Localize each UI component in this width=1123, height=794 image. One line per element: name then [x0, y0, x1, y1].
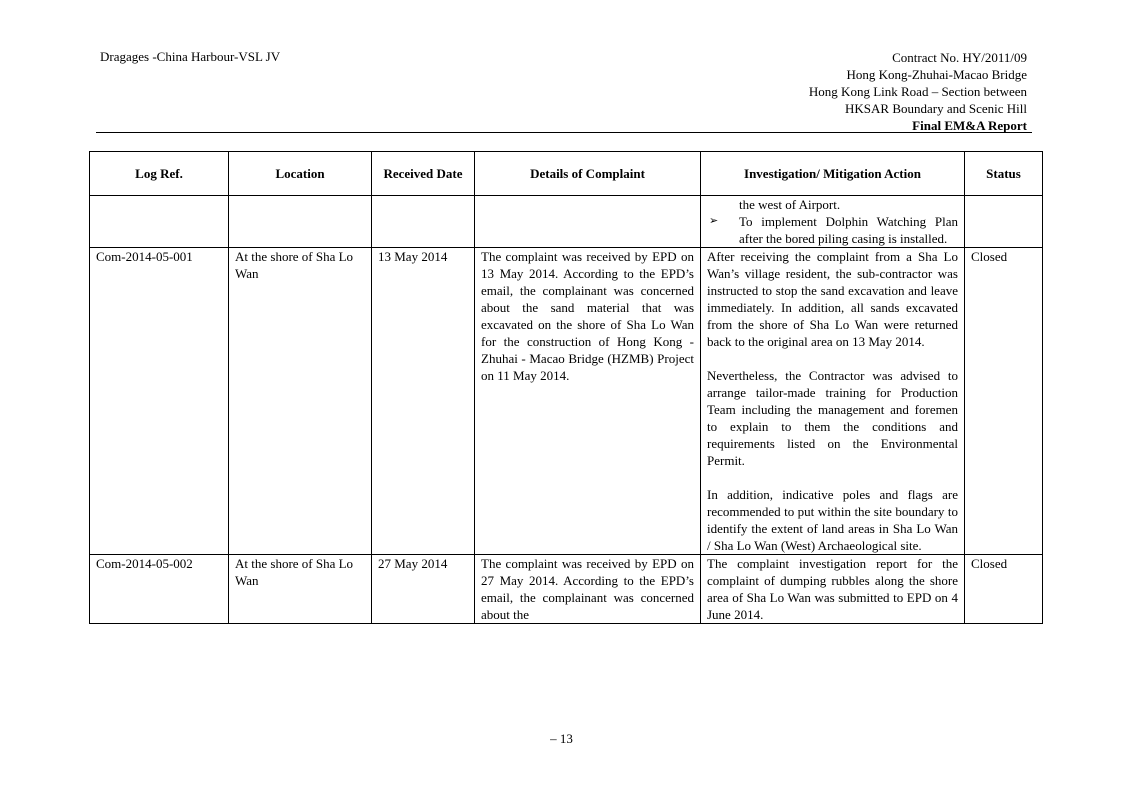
- action-cell: [701, 248, 965, 555]
- location-cell: At the shore of Sha Lo Wan: [229, 555, 372, 624]
- contractor-name: Dragages -China Harbour-VSL JV: [100, 49, 281, 64]
- col-header-status: Status: [965, 152, 1043, 196]
- received-date-cell: 27 May 2014: [372, 555, 475, 624]
- contract-number: Contract No. HY/2011/09: [892, 50, 1027, 65]
- table-header-row: [90, 152, 1043, 196]
- action-paragraph: After receiving the complaint from a Sha Lo Wan’s village resident, the sub-contractor was instructed to stop the sand excavation and leave immediately. In addition, all sands excavated from the shore of Sha Lo Wan were returned back to the original area on 13 May 2014.: [707, 249, 958, 349]
- page-number: – 13: [550, 731, 573, 746]
- table-row-continuation: [90, 196, 1043, 248]
- details-cell: The complaint was received by EPD on 13 May 2014. According to the EPD’s email, the complainant was concerned about the sand material that was excavated on the shore of Sha Lo Wan for the construction of Hong Kong - Zhuhai - Macao Bridge (HZMB) Project on 11 May 2014.: [475, 248, 701, 555]
- project-name: Hong Kong-Zhuhai-Macao Bridge: [846, 67, 1027, 82]
- header-rule: [96, 132, 1032, 133]
- action-paragraph: In addition, indicative poles and flags are recommended to put within the site boundary to identify the extent of land areas in Sha Lo Wan / Sha Lo Wan (West) Archaeological site.: [707, 487, 958, 553]
- log-ref-cell: Com-2014-05-001: [90, 248, 229, 555]
- continued-line: the west of Airport.: [739, 197, 841, 212]
- action-paragraph: Nevertheless, the Contractor was advised to arrange tailor-made training for Production Team including the management and foremen to explain to them the conditions and requirements listed on the Environmental Permit.: [707, 368, 958, 468]
- status-cell: Closed: [965, 555, 1043, 624]
- col-header-log-ref: Log Ref.: [90, 152, 229, 196]
- col-header-details: Details of Complaint: [475, 152, 701, 196]
- report-title: Final EM&A Report: [912, 118, 1027, 133]
- action-cell: [701, 555, 965, 624]
- table-row: [90, 555, 1043, 624]
- continued-action-cell: [701, 196, 965, 248]
- bullet-item: ➢ To implement Dolphin Watching Plan after the bored piling casing is installed.: [707, 213, 958, 247]
- complaint-log-table: [89, 151, 1043, 624]
- col-header-investigation: Investigation/ Mitigation Action: [701, 152, 965, 196]
- received-date-cell: 13 May 2014: [372, 248, 475, 555]
- table-row: [90, 248, 1043, 555]
- section-extent: HKSAR Boundary and Scenic Hill: [845, 101, 1027, 116]
- section-name: Hong Kong Link Road – Section between: [808, 84, 1027, 99]
- status-cell: Closed: [965, 248, 1043, 555]
- action-paragraph: The complaint investigation report for the complaint of dumping rubbles along the shore area of Sha Lo Wan was submitted to EPD on 4 June 2014.: [707, 556, 958, 622]
- location-cell: At the shore of Sha Lo Wan: [229, 248, 372, 555]
- log-ref-cell: Com-2014-05-002: [90, 555, 229, 624]
- contract-info: [809, 49, 1027, 134]
- col-header-location: Location: [229, 152, 372, 196]
- details-cell: The complaint was received by EPD on 27 May 2014. According to the EPD’s email, the complainant was concerned about the: [475, 555, 701, 624]
- col-header-received-date: Received Date: [372, 152, 475, 196]
